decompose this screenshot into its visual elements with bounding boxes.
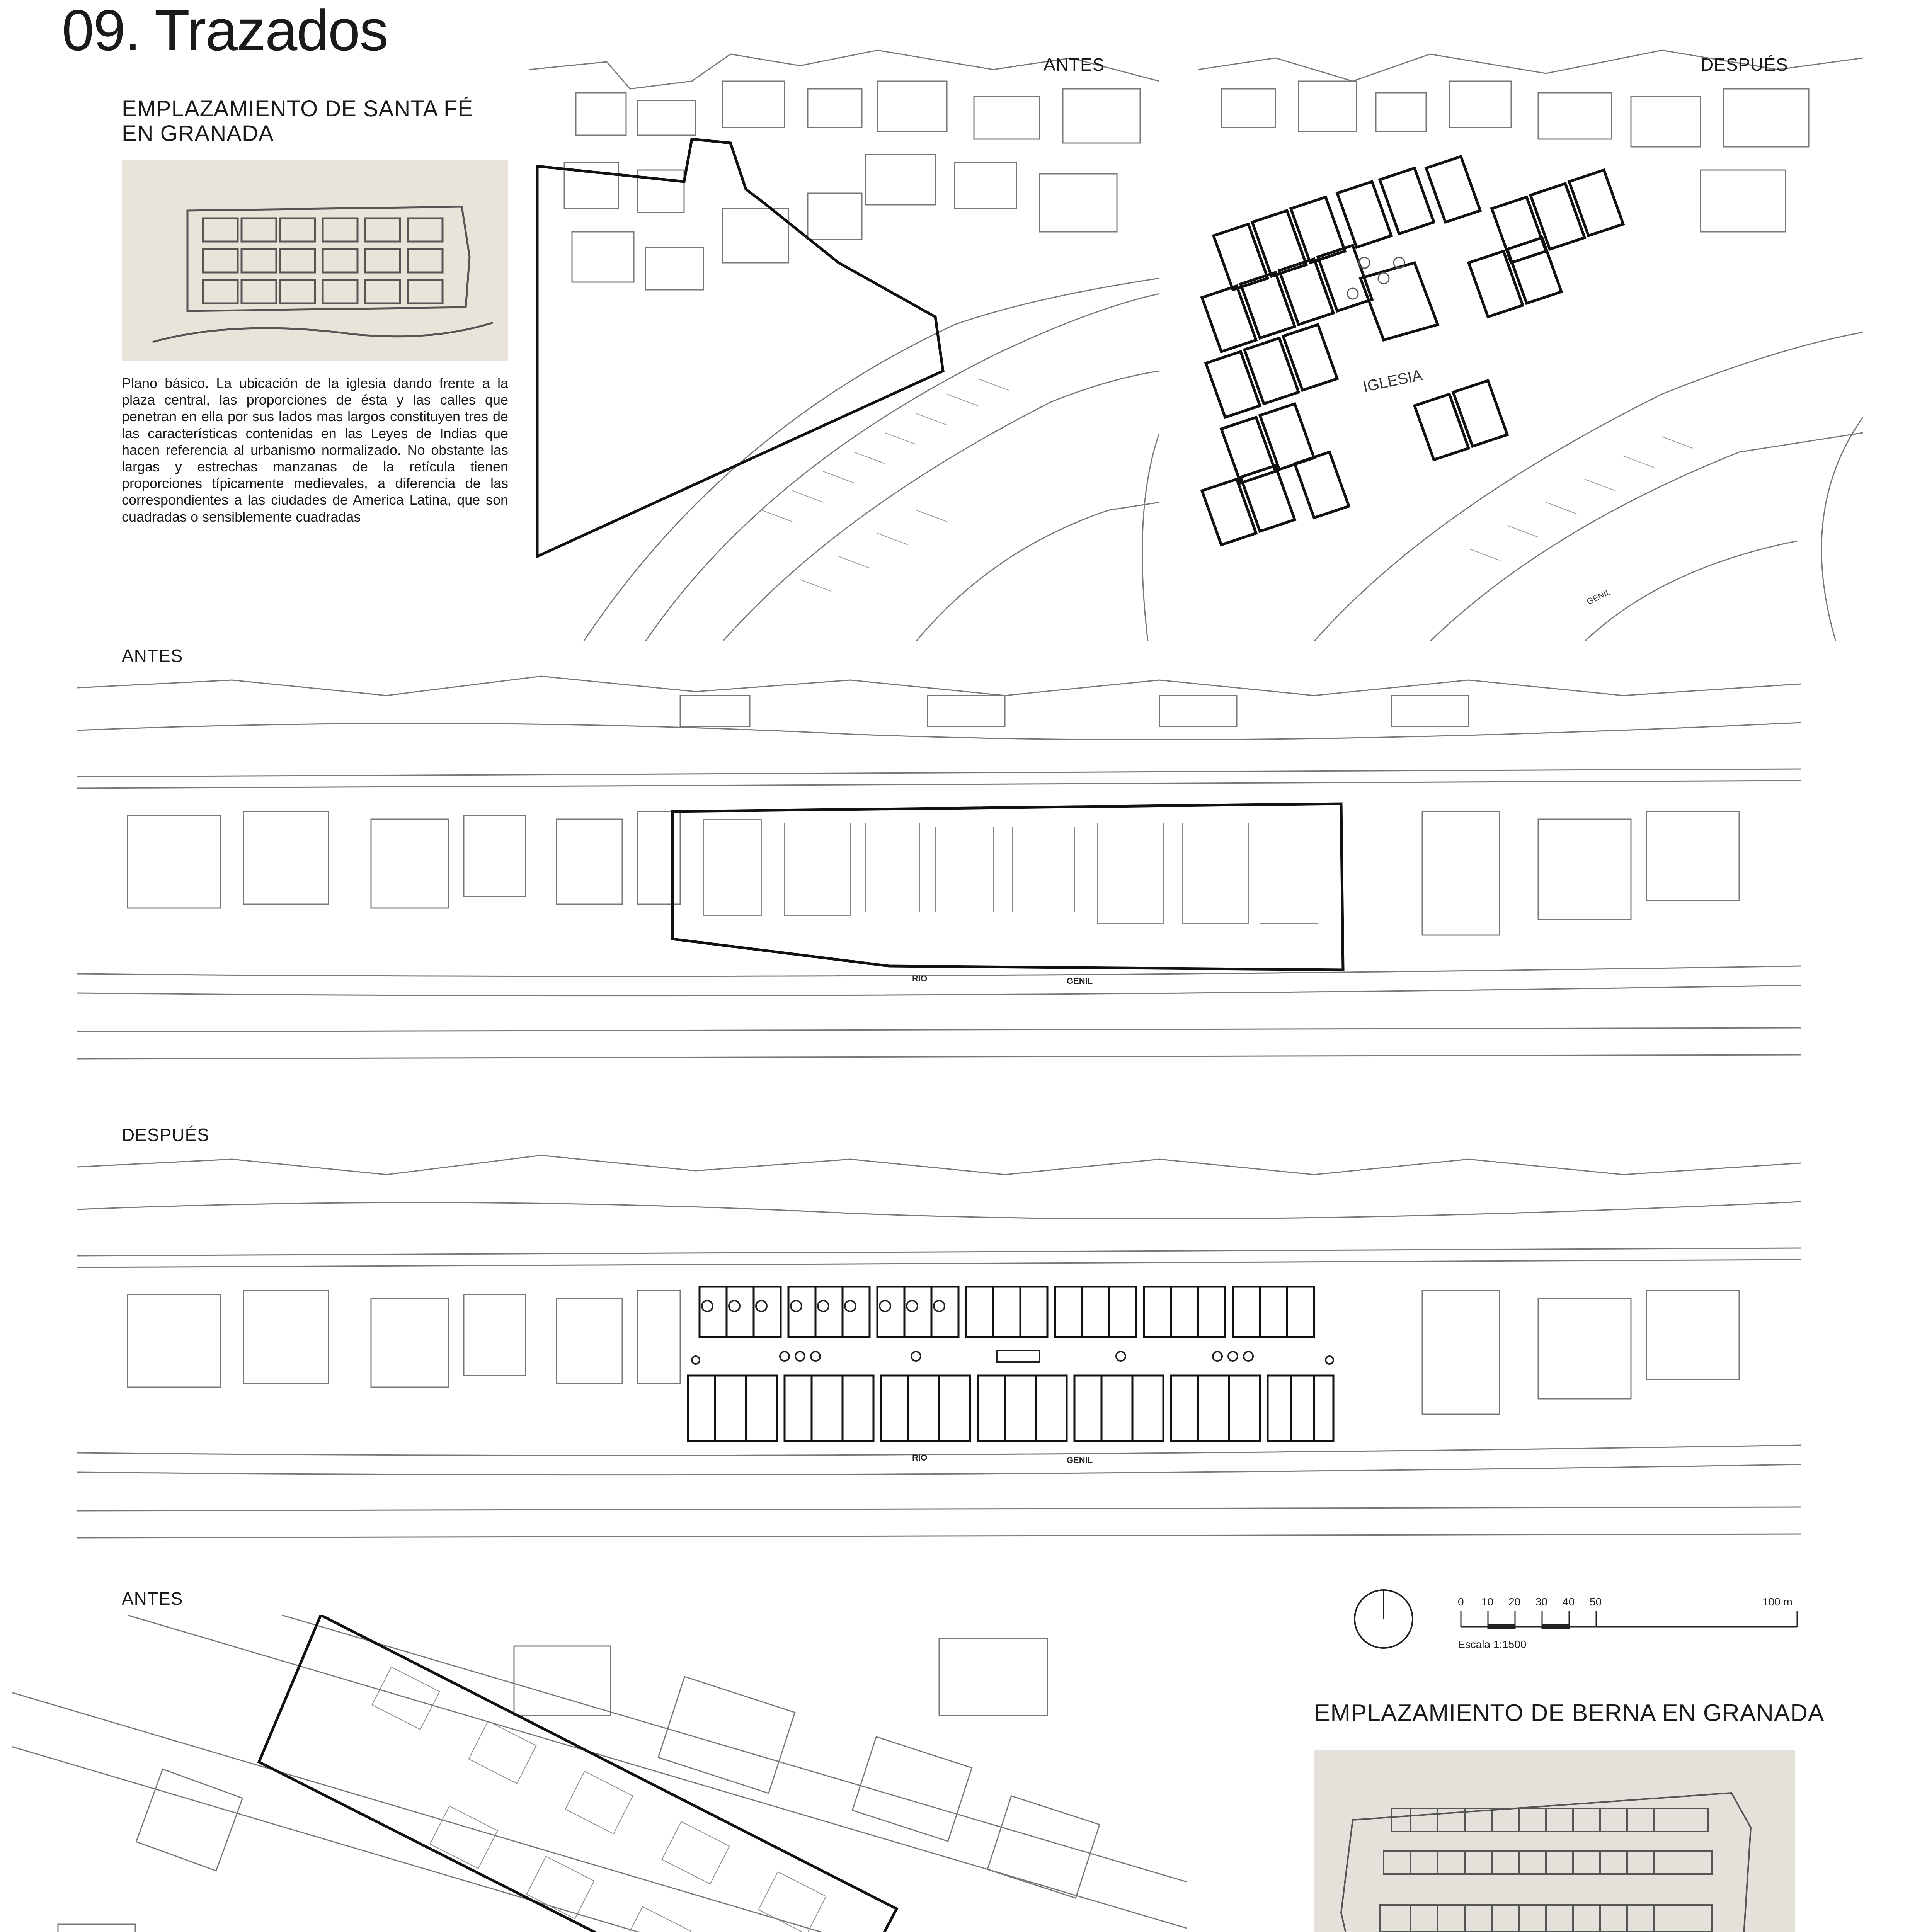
scale-tick-20: 20 <box>1508 1596 1521 1608</box>
santa-fe-map-after <box>1198 46 1863 641</box>
page-title: 09. Trazados <box>62 0 388 63</box>
santa-fe-before-label: ANTES <box>1044 54 1105 75</box>
church-label: IGLESIA <box>1361 366 1424 396</box>
strip-after-river-2: GENIL <box>1067 1455 1093 1465</box>
strip-map-after <box>77 1151 1801 1565</box>
scale-tick-0: 0 <box>1458 1596 1464 1608</box>
north-arrow-icon <box>1355 1590 1413 1648</box>
santa-fe-heading: EMPLAZAMIENTO DE SANTA FÉ EN GRANADA <box>122 96 473 146</box>
scale-tick-30: 30 <box>1535 1596 1548 1608</box>
diag-before-label: ANTES <box>122 1588 183 1609</box>
scale-tick-100: 100 m <box>1762 1596 1793 1608</box>
diag-map-before <box>12 1615 1187 1932</box>
berna-heading: EMPLAZAMIENTO DE BERNA EN GRANADA <box>1314 1700 1825 1726</box>
strip-before-river-2: GENIL <box>1067 976 1093 986</box>
scale-caption: Escala 1:1500 <box>1458 1638 1527 1650</box>
scale-tick-10: 10 <box>1481 1596 1494 1608</box>
santa-fe-map-before <box>529 46 1159 641</box>
santa-fe-after-label: DESPUÉS <box>1701 54 1788 75</box>
santa-fe-caption: Plano básico. La ubicación de la iglesia dando frente a la plaza central, las proporciones de ésta y las calles que penetran en ella por sus lados mas largos constituyen tres de las características contenidas en las Leyes de Indias que hacen referencia al urbanismo normalizado. No obstante las largas y estrechas manzanas de la retícula tienen proporciones típicamente medievales, a diferencia de las correspondientes a las ciudades de America Latina, que son cuadradas o sensiblemente cuadradas <box>122 375 508 525</box>
santa-fe-plan-photo <box>122 160 508 361</box>
strip-before-label: ANTES <box>122 646 183 666</box>
strip-after-river-1: RIO <box>912 1453 928 1463</box>
strip-before-river-1: RIO <box>912 974 928 983</box>
scale-tick-50: 50 <box>1590 1596 1602 1608</box>
genil-street-label: GENIL <box>1585 587 1612 607</box>
strip-after-label: DESPUÉS <box>122 1125 209 1145</box>
strip-map-before <box>77 672 1801 1086</box>
north-and-scale <box>1349 1584 1805 1662</box>
berna-plan-photo <box>1314 1750 1795 1932</box>
scale-tick-40: 40 <box>1563 1596 1575 1608</box>
